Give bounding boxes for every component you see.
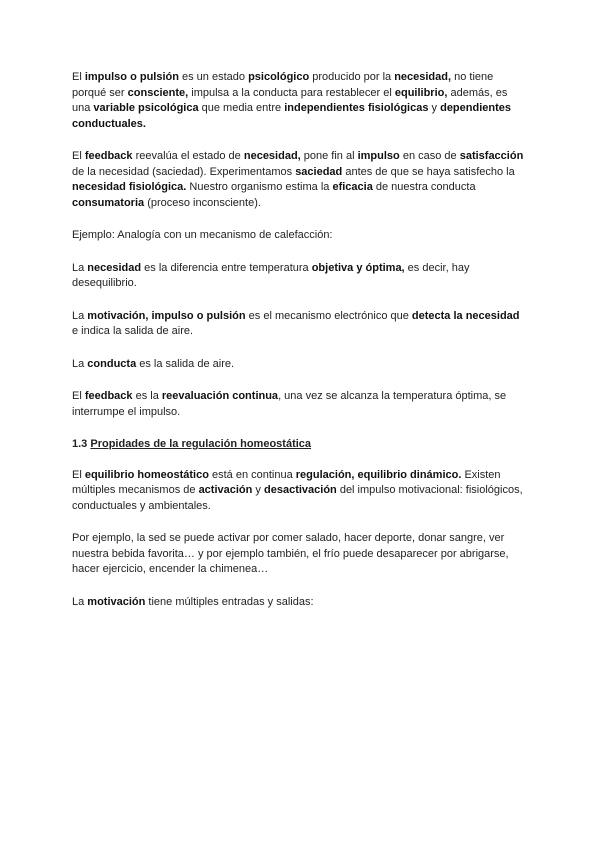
text-run: (proceso inconsciente). <box>144 196 261 209</box>
bold-term: equilibrio, <box>394 86 448 99</box>
bold-term: independientes fisiológicas <box>284 102 429 114</box>
text-run: es un estado <box>178 71 249 83</box>
section-title: Propidades de la regulación homeostática <box>90 438 312 450</box>
text-run: en caso de <box>399 150 460 162</box>
text-run: de la necesidad (saciedad). Experimentamos <box>72 165 296 178</box>
paragraph-necesidad <box>72 261 528 292</box>
document-body-top <box>72 70 528 420</box>
document-page <box>72 70 528 627</box>
text-run: es la diferencia entre temperatura <box>141 261 312 274</box>
text-run: Ejemplo: Analogía con un mecanismo de calefacción: <box>72 229 333 241</box>
bold-term: consumatoria <box>72 196 145 209</box>
bold-term: eficacia <box>332 181 373 193</box>
text-run: La <box>72 357 88 370</box>
paragraph-entradas <box>72 595 528 611</box>
paragraph-ejemplo <box>72 228 528 244</box>
bold-term: necesidad, <box>394 71 452 83</box>
text-run: , una vez se alcanza la temperatura óptima, se interrumpe el impulso. <box>72 390 507 418</box>
bold-term: necesidad fisiológica. <box>72 181 187 193</box>
text-run: es la <box>132 390 162 402</box>
bold-term: objetiva y óptima, <box>311 261 405 274</box>
text-run: de nuestra conducta <box>372 181 476 193</box>
text-run: El <box>72 468 85 481</box>
bold-term: reevaluación continua <box>161 390 279 402</box>
text-run: Por ejemplo, la sed se puede activar por comer salado, hacer deporte, donar sangre, ver nuestra bebida favorita… y por ejemplo también, el frío puede desaparecer por abrigarse, hacer ejercicio, encender la chimenea… <box>72 532 509 575</box>
bold-term: motivación, impulso o pulsión <box>87 309 246 322</box>
text-run: Nuestro organismo estima la <box>186 181 333 193</box>
text-run: del impulso motivacional: fisiológicos, conductuales y ambientales. <box>72 484 523 512</box>
paragraph-equilibrio <box>72 468 528 515</box>
text-run: e indica la salida de aire. <box>72 325 194 337</box>
document-body-bottom <box>72 468 528 611</box>
bold-term: necesidad, <box>243 150 301 162</box>
text-run: Existen múltiples mecanismos de <box>72 468 501 496</box>
text-run: La <box>72 309 88 322</box>
text-run: y <box>252 484 264 496</box>
bold-term: feedback <box>84 150 133 162</box>
bold-term: satisfacción <box>459 150 524 162</box>
text-run: está en continua <box>208 468 296 481</box>
bold-term: necesidad <box>87 261 142 274</box>
bold-term: impulso o pulsión <box>84 71 179 83</box>
bold-term: dependientes conductuales. <box>72 102 511 130</box>
text-run: producido por la <box>309 71 395 83</box>
bold-term: detecta la necesidad <box>411 309 520 322</box>
bold-term: psicológico <box>248 71 310 83</box>
text-run: El <box>72 150 85 162</box>
text-run: es el mecanismo electrónico que <box>245 309 412 322</box>
text-run: antes de que se haya satisfecho la <box>342 165 515 178</box>
bold-term: regulación, equilibrio dinámico. <box>295 468 462 481</box>
bold-term: activación <box>198 484 253 496</box>
bold-term: consciente, <box>127 86 189 99</box>
text-run: reevalúa el estado de <box>132 150 244 162</box>
paragraph-conducta <box>72 357 528 373</box>
text-run: El <box>72 390 85 402</box>
paragraph-impulso <box>72 70 528 132</box>
bold-term: conducta <box>87 357 137 370</box>
text-run: que media entre <box>198 102 285 114</box>
section-number: 1.3 <box>72 438 91 450</box>
text-run: impulsa a la conducta para restablecer el <box>188 86 395 99</box>
paragraph-motivacion <box>72 309 528 340</box>
bold-term: desactivación <box>264 484 337 496</box>
text-run: además, es una <box>72 86 508 114</box>
text-run: es la salida de aire. <box>136 357 235 370</box>
bold-term: motivación <box>87 595 146 608</box>
bold-term: saciedad <box>295 165 343 178</box>
bold-term: feedback <box>84 390 133 402</box>
text-run: es decir, hay desequilibrio. <box>72 261 470 289</box>
text-run: La <box>72 261 88 274</box>
bold-term: equilibrio homeostático <box>84 468 209 481</box>
paragraph-sed <box>72 531 528 578</box>
bold-term: variable psicológica <box>93 102 199 114</box>
text-run: no tiene porqué ser <box>72 71 494 99</box>
text-run: pone fin al <box>300 150 358 162</box>
paragraph-reevaluacion <box>72 389 528 420</box>
section-heading <box>72 437 528 453</box>
text-run: tiene múltiples entradas y salidas: <box>145 595 314 608</box>
bold-term: impulso <box>357 150 400 162</box>
text-run: y <box>428 102 441 114</box>
paragraph-feedback <box>72 149 528 211</box>
text-run: El <box>72 71 85 83</box>
text-run: La <box>72 595 88 608</box>
